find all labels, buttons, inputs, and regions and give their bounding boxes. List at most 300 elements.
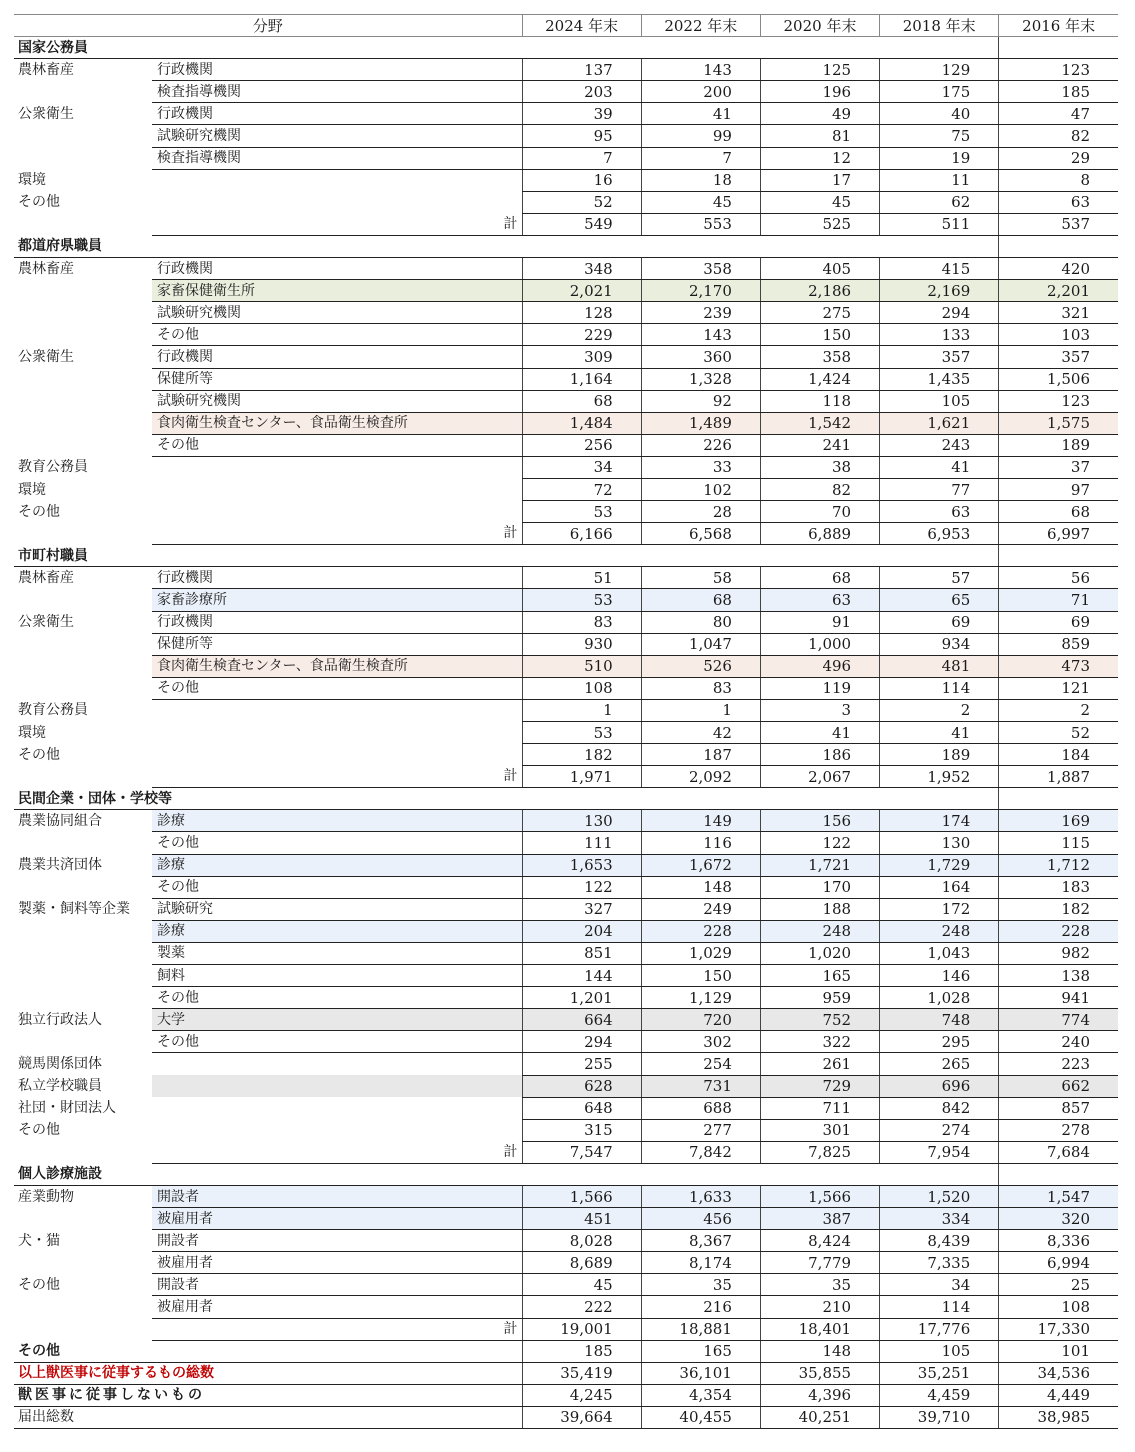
row-subcategory — [152, 1097, 522, 1119]
section-title: 民間企業・団体・学校等 — [14, 788, 522, 810]
row-category: 環境 — [18, 724, 46, 741]
value-cell: 129 — [880, 59, 999, 81]
value-cell: 1 — [641, 699, 760, 721]
value-cell: 1,566 — [760, 1185, 879, 1207]
row-subcategory: 試験研究機関 — [152, 302, 522, 324]
value-cell: 196 — [760, 81, 879, 103]
value-cell: 748 — [880, 1009, 999, 1031]
summary-value-cell: 39,710 — [880, 1406, 999, 1428]
value-cell: 3 — [760, 699, 879, 721]
value-cell: 1,506 — [999, 368, 1118, 390]
section-title: 都道府県職員 — [14, 235, 522, 257]
summary-value-cell: 4,449 — [999, 1384, 1118, 1406]
row-category — [14, 965, 152, 987]
value-cell: 12 — [760, 147, 879, 169]
table-row — [14, 1075, 1118, 1097]
section-total-row — [14, 1318, 1118, 1340]
row-category — [14, 390, 152, 412]
summary-value-cell: 40,455 — [641, 1406, 760, 1428]
summary-value-cell: 148 — [760, 1340, 879, 1362]
total-spacer — [14, 523, 152, 545]
row-category — [14, 1031, 152, 1053]
section-title-spacer — [999, 37, 1118, 59]
table-row — [14, 81, 1118, 103]
table-row — [14, 898, 1118, 920]
value-cell: 123 — [999, 59, 1118, 81]
section-title: 国家公務員 — [14, 37, 522, 59]
value-cell: 28 — [641, 501, 760, 523]
table-row — [14, 920, 1118, 942]
value-cell: 456 — [641, 1208, 760, 1230]
value-cell: 133 — [880, 324, 999, 346]
value-cell: 2,186 — [760, 280, 879, 302]
value-cell: 510 — [522, 655, 641, 677]
value-cell: 146 — [880, 965, 999, 987]
value-cell: 56 — [999, 567, 1118, 589]
row-category: 独立行政法人 — [18, 1011, 102, 1028]
summary-value-cell: 35,419 — [522, 1362, 641, 1384]
value-cell: 1,047 — [641, 633, 760, 655]
value-cell: 128 — [522, 302, 641, 324]
row-category — [14, 434, 152, 456]
total-value-cell: 6,997 — [999, 523, 1118, 545]
value-cell: 188 — [760, 898, 879, 920]
value-cell: 8,439 — [880, 1230, 999, 1252]
value-cell: 39 — [522, 103, 641, 125]
section-title-spacer — [999, 545, 1118, 567]
value-cell: 34 — [880, 1274, 999, 1296]
row-category — [14, 368, 152, 390]
value-cell: 118 — [760, 390, 879, 412]
row-category: 公衆衛生 — [18, 105, 74, 122]
value-cell: 83 — [641, 677, 760, 699]
value-cell: 295 — [880, 1031, 999, 1053]
section-title-spacer — [522, 545, 999, 567]
summary-value-cell: 39,664 — [522, 1406, 641, 1428]
value-cell: 859 — [999, 633, 1118, 655]
value-cell: 37 — [999, 456, 1118, 478]
value-cell: 688 — [641, 1097, 760, 1119]
value-cell: 150 — [641, 965, 760, 987]
table-row — [14, 810, 1118, 832]
value-cell: 164 — [880, 876, 999, 898]
section-total-row — [14, 523, 1118, 545]
value-cell: 17 — [760, 169, 879, 191]
table-row — [14, 191, 1118, 213]
value-cell: 189 — [999, 434, 1118, 456]
summary-value-cell: 4,245 — [522, 1384, 641, 1406]
value-cell: 1,621 — [880, 412, 999, 434]
value-cell: 2 — [999, 699, 1118, 721]
table-row — [14, 501, 1118, 523]
value-cell: 81 — [760, 125, 879, 147]
value-cell: 70 — [760, 501, 879, 523]
table-body — [14, 37, 1118, 1429]
header-year-2018: 2018 年末 — [880, 15, 999, 37]
value-cell: 62 — [880, 191, 999, 213]
summary-value-cell: 105 — [880, 1340, 999, 1362]
value-cell: 41 — [641, 103, 760, 125]
value-cell: 82 — [999, 125, 1118, 147]
veterinarian-statistics-table — [14, 14, 1118, 1429]
value-cell: 278 — [999, 1119, 1118, 1141]
total-spacer — [14, 766, 152, 788]
row-subcategory: 食肉衛生検査センター、食品衛生検査所 — [152, 655, 522, 677]
value-cell: 1,424 — [760, 368, 879, 390]
header-field-label: 分野 — [14, 15, 522, 37]
row-category — [14, 125, 152, 147]
row-subcategory: 行政機関 — [152, 258, 522, 280]
row-subcategory: 製薬 — [152, 942, 522, 964]
row-category: 社団・財団法人 — [18, 1100, 116, 1117]
value-cell: 8 — [999, 169, 1118, 191]
section-title-spacer — [522, 788, 999, 810]
value-cell: 309 — [522, 346, 641, 368]
value-cell: 29 — [999, 147, 1118, 169]
value-cell: 35 — [641, 1274, 760, 1296]
value-cell: 941 — [999, 987, 1118, 1009]
row-category — [14, 302, 152, 324]
value-cell: 2,021 — [522, 280, 641, 302]
row-category — [14, 147, 152, 169]
value-cell: 2 — [880, 699, 999, 721]
value-cell: 45 — [641, 191, 760, 213]
table-row — [14, 1185, 1118, 1207]
value-cell: 774 — [999, 1009, 1118, 1031]
value-cell: 1,028 — [880, 987, 999, 1009]
row-subcategory: 行政機関 — [152, 611, 522, 633]
row-subcategory: 家畜保健衛生所 — [152, 280, 522, 302]
total-value-cell: 6,889 — [760, 523, 879, 545]
total-value-cell: 6,166 — [522, 523, 641, 545]
value-cell: 1,712 — [999, 854, 1118, 876]
table-row — [14, 876, 1118, 898]
row-subcategory: 開設者 — [152, 1230, 522, 1252]
value-cell: 40 — [880, 103, 999, 125]
value-cell: 857 — [999, 1097, 1118, 1119]
value-cell: 2,201 — [999, 280, 1118, 302]
value-cell: 19 — [880, 147, 999, 169]
section-header-row — [14, 1163, 1118, 1185]
value-cell: 25 — [999, 1274, 1118, 1296]
total-value-cell: 1,952 — [880, 766, 999, 788]
section-title-spacer — [522, 1163, 999, 1185]
row-category: 環境 — [18, 172, 46, 189]
row-category — [14, 1252, 152, 1274]
value-cell: 1,547 — [999, 1185, 1118, 1207]
row-subcategory — [152, 1075, 522, 1097]
row-subcategory: 保健所等 — [152, 633, 522, 655]
value-cell: 72 — [522, 478, 641, 500]
row-subcategory: 開設者 — [152, 1185, 522, 1207]
row-category: 農林畜産 — [18, 570, 74, 587]
value-cell: 57 — [880, 567, 999, 589]
section-title: 個人診療施設 — [14, 1163, 522, 1185]
value-cell: 165 — [760, 965, 879, 987]
row-category: 公衆衛生 — [18, 348, 74, 365]
value-cell: 2,170 — [641, 280, 760, 302]
row-category — [14, 324, 152, 346]
table-row — [14, 258, 1118, 280]
row-category: その他 — [18, 746, 60, 763]
row-subcategory: 大学 — [152, 1009, 522, 1031]
value-cell: 121 — [999, 677, 1118, 699]
value-cell: 226 — [641, 434, 760, 456]
value-cell: 33 — [641, 456, 760, 478]
row-subcategory: その他 — [152, 876, 522, 898]
value-cell: 45 — [522, 1274, 641, 1296]
total-value-cell: 19,001 — [522, 1318, 641, 1340]
table-row — [14, 677, 1118, 699]
value-cell: 125 — [760, 59, 879, 81]
value-cell: 6,994 — [999, 1252, 1118, 1274]
value-cell: 52 — [999, 722, 1118, 744]
row-subcategory: その他 — [152, 987, 522, 1009]
value-cell: 1,542 — [760, 412, 879, 434]
section-title-spacer — [999, 1163, 1118, 1185]
total-value-cell: 7,825 — [760, 1141, 879, 1163]
summary-row — [14, 1340, 1118, 1362]
section-total-row — [14, 1141, 1118, 1163]
total-value-cell: 17,776 — [880, 1318, 999, 1340]
table-row — [14, 965, 1118, 987]
table-row — [14, 655, 1118, 677]
summary-value-cell: 185 — [522, 1340, 641, 1362]
value-cell: 254 — [641, 1053, 760, 1075]
value-cell: 256 — [522, 434, 641, 456]
row-category — [14, 655, 152, 677]
value-cell: 138 — [999, 965, 1118, 987]
value-cell: 387 — [760, 1208, 879, 1230]
table-row — [14, 722, 1118, 744]
table-row — [14, 434, 1118, 456]
value-cell: 108 — [522, 677, 641, 699]
value-cell: 170 — [760, 876, 879, 898]
value-cell: 148 — [641, 876, 760, 898]
value-cell: 275 — [760, 302, 879, 324]
table-row — [14, 478, 1118, 500]
total-spacer — [14, 1318, 152, 1340]
value-cell: 8,367 — [641, 1230, 760, 1252]
value-cell: 1,489 — [641, 412, 760, 434]
total-value-cell: 2,067 — [760, 766, 879, 788]
value-cell: 664 — [522, 1009, 641, 1031]
table-row — [14, 1274, 1118, 1296]
row-category — [14, 987, 152, 1009]
section-title: 市町村職員 — [14, 545, 522, 567]
value-cell: 149 — [641, 810, 760, 832]
value-cell: 261 — [760, 1053, 879, 1075]
table-row — [14, 1296, 1118, 1318]
table-row — [14, 987, 1118, 1009]
value-cell: 114 — [880, 1296, 999, 1318]
value-cell: 52 — [522, 191, 641, 213]
value-cell: 228 — [999, 920, 1118, 942]
value-cell: 729 — [760, 1075, 879, 1097]
row-subcategory: 被雇用者 — [152, 1296, 522, 1318]
value-cell: 41 — [880, 456, 999, 478]
value-cell: 473 — [999, 655, 1118, 677]
row-subcategory: 行政機関 — [152, 103, 522, 125]
value-cell: 116 — [641, 832, 760, 854]
header-year-2016: 2016 年末 — [999, 15, 1118, 37]
row-subcategory — [152, 1119, 522, 1141]
total-label: 計 — [152, 1318, 522, 1340]
value-cell: 34 — [522, 456, 641, 478]
value-cell: 628 — [522, 1075, 641, 1097]
value-cell: 102 — [641, 478, 760, 500]
row-subcategory: その他 — [152, 434, 522, 456]
value-cell: 720 — [641, 1009, 760, 1031]
value-cell: 97 — [999, 478, 1118, 500]
table-row — [14, 942, 1118, 964]
table-row — [14, 302, 1118, 324]
value-cell: 934 — [880, 633, 999, 655]
value-cell: 243 — [880, 434, 999, 456]
value-cell: 108 — [999, 1296, 1118, 1318]
section-total-row — [14, 766, 1118, 788]
value-cell: 68 — [522, 390, 641, 412]
value-cell: 68 — [641, 589, 760, 611]
total-value-cell: 1,887 — [999, 766, 1118, 788]
value-cell: 200 — [641, 81, 760, 103]
row-category: 産業動物 — [18, 1188, 74, 1205]
value-cell: 842 — [880, 1097, 999, 1119]
value-cell: 982 — [999, 942, 1118, 964]
value-cell: 77 — [880, 478, 999, 500]
total-value-cell: 7,842 — [641, 1141, 760, 1163]
summary-value-cell: 4,459 — [880, 1384, 999, 1406]
row-subcategory: その他 — [152, 832, 522, 854]
value-cell: 63 — [880, 501, 999, 523]
row-subcategory: 試験研究 — [152, 898, 522, 920]
value-cell: 114 — [880, 677, 999, 699]
value-cell: 1,129 — [641, 987, 760, 1009]
row-subcategory: 行政機関 — [152, 59, 522, 81]
table-row — [14, 147, 1118, 169]
value-cell: 42 — [641, 722, 760, 744]
value-cell: 415 — [880, 258, 999, 280]
summary-value-cell: 101 — [999, 1340, 1118, 1362]
value-cell: 1,043 — [880, 942, 999, 964]
row-category: 教育公務員 — [18, 702, 88, 719]
summary-value-cell: 38,985 — [999, 1406, 1118, 1428]
row-category: 製薬・飼料等企業 — [18, 901, 130, 918]
value-cell: 249 — [641, 898, 760, 920]
value-cell: 1,435 — [880, 368, 999, 390]
value-cell: 420 — [999, 258, 1118, 280]
value-cell: 320 — [999, 1208, 1118, 1230]
total-value-cell: 6,953 — [880, 523, 999, 545]
value-cell: 122 — [522, 876, 641, 898]
value-cell: 69 — [880, 611, 999, 633]
value-cell: 930 — [522, 633, 641, 655]
value-cell: 959 — [760, 987, 879, 1009]
value-cell: 130 — [522, 810, 641, 832]
row-category: 公衆衛生 — [18, 614, 74, 631]
value-cell: 265 — [880, 1053, 999, 1075]
table-row — [14, 832, 1118, 854]
row-subcategory: その他 — [152, 677, 522, 699]
summary-value-cell: 4,396 — [760, 1384, 879, 1406]
value-cell: 7,335 — [880, 1252, 999, 1274]
row-subcategory: 飼料 — [152, 965, 522, 987]
table-row — [14, 390, 1118, 412]
value-cell: 662 — [999, 1075, 1118, 1097]
total-label: 計 — [152, 523, 522, 545]
summary-value-cell: 165 — [641, 1340, 760, 1362]
row-subcategory: 診療 — [152, 920, 522, 942]
total-label: 計 — [152, 1141, 522, 1163]
row-category — [14, 876, 152, 898]
value-cell: 80 — [641, 611, 760, 633]
value-cell: 1,721 — [760, 854, 879, 876]
row-category: 犬・猫 — [18, 1232, 60, 1249]
value-cell: 111 — [522, 832, 641, 854]
row-subcategory: 保健所等 — [152, 368, 522, 390]
value-cell: 526 — [641, 655, 760, 677]
value-cell: 91 — [760, 611, 879, 633]
table-row — [14, 103, 1118, 125]
row-subcategory — [152, 1053, 522, 1075]
table-row — [14, 59, 1118, 81]
summary-value-cell: 36,101 — [641, 1362, 760, 1384]
value-cell: 223 — [999, 1053, 1118, 1075]
value-cell: 321 — [999, 302, 1118, 324]
value-cell: 228 — [641, 920, 760, 942]
row-subcategory: 食肉衛生検査センター、食品衛生検査所 — [152, 412, 522, 434]
table-row — [14, 324, 1118, 346]
value-cell: 8,174 — [641, 1252, 760, 1274]
summary-label: 届出総数 — [14, 1406, 522, 1428]
total-value-cell: 7,684 — [999, 1141, 1118, 1163]
section-header-row — [14, 545, 1118, 567]
value-cell: 203 — [522, 81, 641, 103]
value-cell: 75 — [880, 125, 999, 147]
table-row — [14, 1009, 1118, 1031]
value-cell: 51 — [522, 567, 641, 589]
value-cell: 248 — [880, 920, 999, 942]
value-cell: 186 — [760, 744, 879, 766]
value-cell: 327 — [522, 898, 641, 920]
section-header-row — [14, 235, 1118, 257]
value-cell: 240 — [999, 1031, 1118, 1053]
value-cell: 496 — [760, 655, 879, 677]
value-cell: 274 — [880, 1119, 999, 1141]
value-cell: 334 — [880, 1208, 999, 1230]
value-cell: 71 — [999, 589, 1118, 611]
table-header — [14, 15, 1118, 37]
row-subcategory — [152, 169, 522, 191]
value-cell: 405 — [760, 258, 879, 280]
value-cell: 185 — [999, 81, 1118, 103]
row-category — [14, 633, 152, 655]
value-cell: 103 — [999, 324, 1118, 346]
total-value-cell: 1,971 — [522, 766, 641, 788]
table-row — [14, 456, 1118, 478]
row-category — [14, 412, 152, 434]
value-cell: 229 — [522, 324, 641, 346]
value-cell: 216 — [641, 1296, 760, 1318]
row-category: 競馬関係団体 — [18, 1055, 102, 1072]
value-cell: 241 — [760, 434, 879, 456]
row-category — [14, 1296, 152, 1318]
section-title-spacer — [522, 235, 999, 257]
row-category — [14, 920, 152, 942]
value-cell: 239 — [641, 302, 760, 324]
value-cell: 851 — [522, 942, 641, 964]
value-cell: 47 — [999, 103, 1118, 125]
